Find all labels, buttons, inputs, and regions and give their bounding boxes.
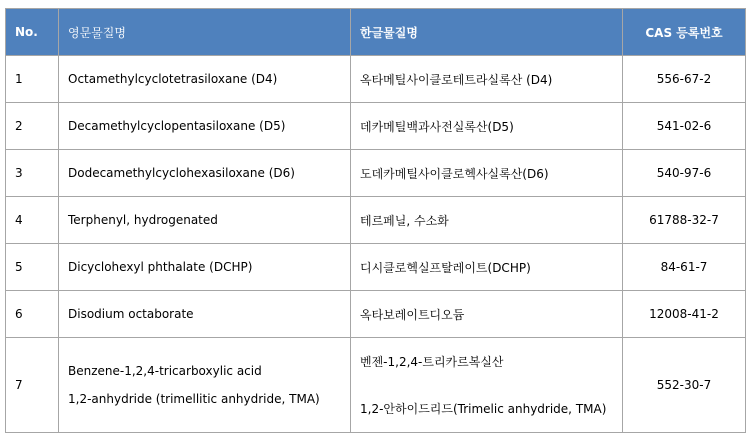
korean-name-line-2: 1,2-안하이드리드(Trimelic anhydride, TMA)	[360, 402, 607, 416]
table-row	[6, 197, 746, 244]
cell-no: 4	[6, 197, 59, 244]
cell-cas-number: 556-67-2	[623, 56, 746, 103]
table-header-row	[6, 9, 746, 56]
header-korean-name: 한글물질명	[351, 9, 623, 56]
table-row	[6, 103, 746, 150]
cell-korean-name: 디시클로헥실프탈레이트(DCHP)	[351, 244, 623, 291]
cell-cas-number: 12008-41-2	[623, 291, 746, 338]
cell-no: 6	[6, 291, 59, 338]
table-row	[6, 56, 746, 103]
cell-english-name: Disodium octaborate	[59, 291, 351, 338]
table-row	[6, 291, 746, 338]
cell-english-name: Dicyclohexyl phthalate (DCHP)	[59, 244, 351, 291]
cell-english-name	[59, 338, 351, 433]
cell-no: 7	[6, 338, 59, 433]
cell-no: 1	[6, 56, 59, 103]
cell-cas-number: 552-30-7	[623, 338, 746, 433]
table-row	[6, 338, 746, 433]
header-cas-number: CAS 등록번호	[623, 9, 746, 56]
cell-english-name: Dodecamethylcyclohexasiloxane (D6)	[59, 150, 351, 197]
cell-korean-name: 데카메틸백과사전실록산(D5)	[351, 103, 623, 150]
header-english-name: 영문물질명	[59, 9, 351, 56]
cell-cas-number: 84-61-7	[623, 244, 746, 291]
substance-table	[5, 8, 746, 433]
table-row	[6, 150, 746, 197]
cell-english-name: Octamethylcyclotetrasiloxane (D4)	[59, 56, 351, 103]
cell-no: 2	[6, 103, 59, 150]
cell-korean-name: 옥타메틸사이클로테트라실록산 (D4)	[351, 56, 623, 103]
table-row	[6, 244, 746, 291]
cell-cas-number: 61788-32-7	[623, 197, 746, 244]
cell-no: 5	[6, 244, 59, 291]
cell-no: 3	[6, 150, 59, 197]
cell-korean-name: 테르페닐, 수소화	[351, 197, 623, 244]
korean-name-line-1: 벤젠-1,2,4-트리카르복실산	[360, 355, 504, 369]
english-name-line-1: Benzene-1,2,4-tricarboxylic acid	[68, 364, 262, 378]
cell-english-name: Decamethylcyclopentasiloxane (D5)	[59, 103, 351, 150]
cell-english-name: Terphenyl, hydrogenated	[59, 197, 351, 244]
cell-korean-name: 옥타보레이트디오듐	[351, 291, 623, 338]
cell-cas-number: 541-02-6	[623, 103, 746, 150]
english-name-line-2: 1,2-anhydride (trimellitic anhydride, TMA)	[68, 392, 320, 406]
cell-korean-name	[351, 338, 623, 433]
header-no: No.	[6, 9, 59, 56]
cell-cas-number: 540-97-6	[623, 150, 746, 197]
cell-korean-name: 도데카메틸사이클로헥사실록산(D6)	[351, 150, 623, 197]
substance-table-container	[5, 8, 745, 433]
